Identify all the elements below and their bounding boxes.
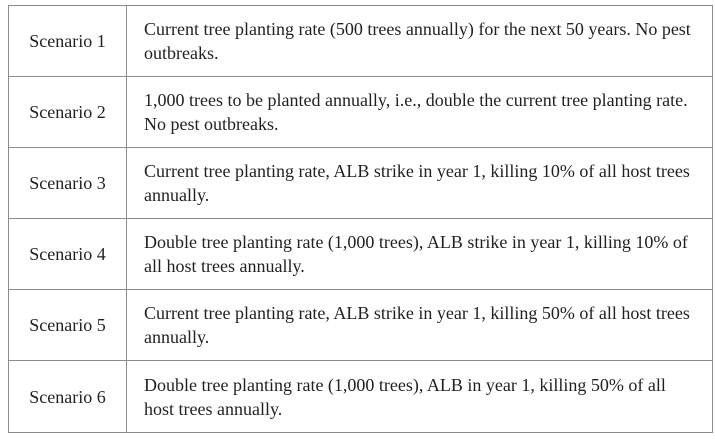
scenario-name-cell: Scenario 5 [9, 290, 127, 361]
table-row-scenario-2 [9, 77, 713, 148]
scenario-name-cell: Scenario 4 [9, 219, 127, 290]
scenario-name-cell: Scenario 1 [9, 6, 127, 77]
scenario-table [8, 5, 713, 433]
table-row-scenario-1 [9, 6, 713, 77]
scenario-description-cell: 1,000 trees to be planted annually, i.e., double the current tree planting rate. No pest outbreaks. [127, 77, 713, 148]
table-row-scenario-6 [9, 361, 713, 433]
scenario-description-cell: Double tree planting rate (1,000 trees), ALB strike in year 1, killing 10% of all host trees annually. [127, 219, 713, 290]
scenario-description-cell: Current tree planting rate (500 trees annually) for the next 50 years. No pest outbreaks. [127, 6, 713, 77]
table-row-scenario-3 [9, 148, 713, 219]
scenario-description-cell: Double tree planting rate (1,000 trees), ALB in year 1, killing 50% of all host trees annually. [127, 361, 713, 433]
table-row-scenario-4 [9, 219, 713, 290]
scenario-name-cell: Scenario 3 [9, 148, 127, 219]
scenario-name-cell: Scenario 6 [9, 361, 127, 433]
table-row-scenario-5 [9, 290, 713, 361]
scenario-description-cell: Current tree planting rate, ALB strike in year 1, killing 10% of all host trees annually. [127, 148, 713, 219]
scenario-name-cell: Scenario 2 [9, 77, 127, 148]
scenario-description-cell: Current tree planting rate, ALB strike in year 1, killing 50% of all host trees annually. [127, 290, 713, 361]
